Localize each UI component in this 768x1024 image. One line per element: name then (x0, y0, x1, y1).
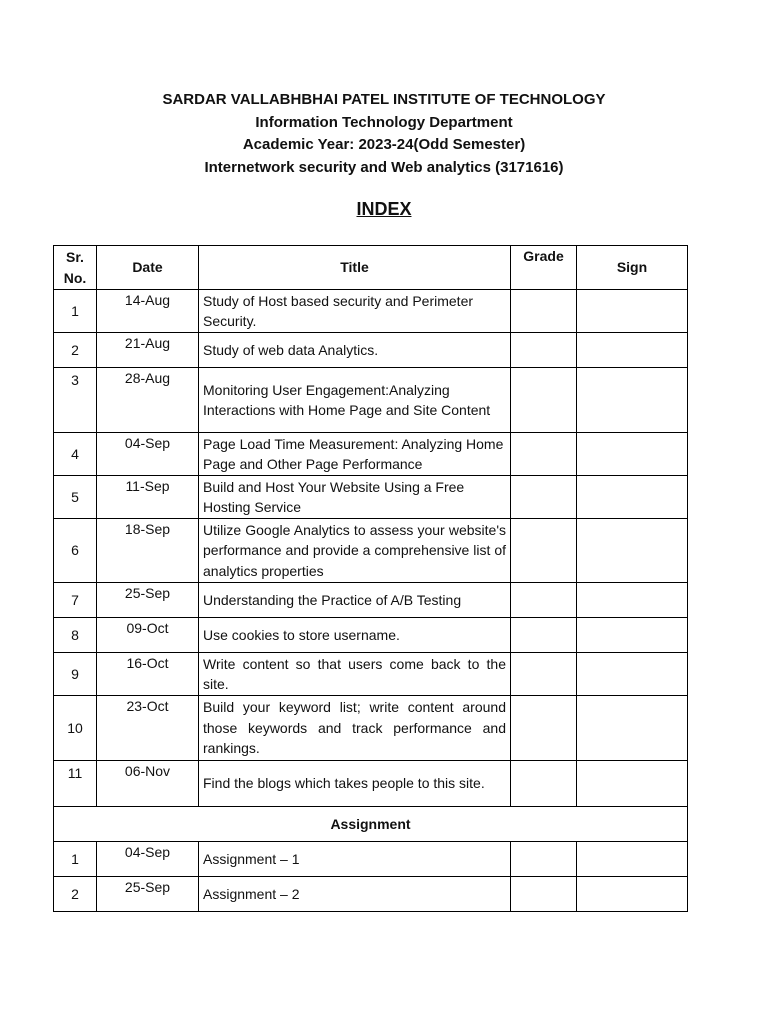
row-sign-cell (577, 583, 688, 618)
assignment-title: Assignment – 1 (199, 842, 511, 877)
row-title: Write content so that users come back to the site. (199, 653, 511, 696)
row-title: Use cookies to store username. (199, 618, 511, 653)
row-sign-cell (577, 290, 688, 333)
row-sign-cell (577, 433, 688, 476)
row-title: Build and Host Your Website Using a Free Hosting Service (199, 476, 511, 519)
table-row (54, 653, 688, 696)
row-grade-cell (511, 290, 577, 333)
row-sign-cell (577, 519, 688, 583)
row-grade-cell (511, 618, 577, 653)
row-sign-cell (577, 761, 688, 807)
row-sign-cell (577, 618, 688, 653)
row-date: 16-Oct (97, 653, 199, 696)
row-sr: 2 (54, 333, 97, 368)
institute-name: SARDAR VALLABHBHAI PATEL INSTITUTE OF TECHNOLOGY (162, 91, 606, 108)
row-title: Study of Host based security and Perimeter Security. (199, 290, 511, 333)
row-sign-cell (577, 476, 688, 519)
row-sr: 8 (54, 618, 97, 653)
index-table (53, 245, 688, 912)
row-sign-cell (577, 842, 688, 877)
row-title: Monitoring User Engagement:Analyzing Interactions with Home Page and Site Content (199, 368, 511, 433)
row-title: Utilize Google Analytics to assess your website's performance and provide a comprehensive list of analytics properties (199, 519, 511, 583)
row-title: Build your keyword list; write content around those keywords and track performance and rankings. (199, 696, 511, 761)
row-grade-cell (511, 653, 577, 696)
table-row (54, 433, 688, 476)
row-sr: 5 (54, 476, 97, 519)
assignment-sr: 1 (54, 842, 97, 877)
table-row (54, 519, 688, 583)
row-grade-cell (511, 877, 577, 912)
row-title: Find the blogs which takes people to this site. (199, 761, 511, 807)
row-sr: 10 (54, 696, 97, 761)
row-date: 25-Sep (97, 583, 199, 618)
row-date: 21-Aug (97, 333, 199, 368)
row-sign-cell (577, 696, 688, 761)
row-date: 23-Oct (97, 696, 199, 761)
table-row (54, 476, 688, 519)
row-sr: 3 (54, 368, 97, 433)
table-header-row (54, 246, 688, 290)
row-sr: 6 (54, 519, 97, 583)
row-grade-cell (511, 583, 577, 618)
row-sr: 1 (54, 290, 97, 333)
row-grade-cell (511, 433, 577, 476)
row-date: 04-Sep (97, 433, 199, 476)
header-sr-no: Sr. No. (54, 246, 97, 290)
row-date: 14-Aug (97, 290, 199, 333)
table-row (54, 761, 688, 807)
row-date: 09-Oct (97, 618, 199, 653)
table-row (54, 618, 688, 653)
row-date: 28-Aug (97, 368, 199, 433)
row-grade-cell (511, 368, 577, 433)
header-sign: Sign (577, 246, 688, 290)
row-sign-cell (577, 368, 688, 433)
header-title: Title (199, 246, 511, 290)
row-grade-cell (511, 696, 577, 761)
row-sign-cell (577, 653, 688, 696)
department-name: Information Technology Department (255, 113, 513, 131)
assignment-date: 04-Sep (97, 842, 199, 877)
row-date: 06-Nov (97, 761, 199, 807)
row-sr: 7 (54, 583, 97, 618)
table-row (54, 583, 688, 618)
header-date: Date (97, 246, 199, 290)
assignment-title: Assignment – 2 (199, 877, 511, 912)
table-row (54, 696, 688, 761)
row-sr: 11 (54, 761, 97, 807)
row-sr: 4 (54, 433, 97, 476)
row-sign-cell (577, 333, 688, 368)
table-row (54, 368, 688, 433)
table-row (54, 290, 688, 333)
row-title: Understanding the Practice of A/B Testing (199, 583, 511, 618)
index-title: INDEX (356, 199, 412, 219)
header-grade: Grade (511, 246, 577, 290)
assignment-section-label: Assignment (54, 807, 688, 842)
academic-year: Academic Year: 2023-24(Odd Semester) (242, 136, 526, 153)
row-grade-cell (511, 333, 577, 368)
row-grade-cell (511, 761, 577, 807)
assignment-header-row (54, 807, 688, 842)
row-date: 11-Sep (97, 476, 199, 519)
assignment-row (54, 842, 688, 877)
table-row (54, 333, 688, 368)
row-sign-cell (577, 877, 688, 912)
row-title: Study of web data Analytics. (199, 333, 511, 368)
row-title: Page Load Time Measurement: Analyzing Home Page and Other Page Performance (199, 433, 511, 476)
assignment-row (54, 877, 688, 912)
subject-name: Internetwork security and Web analytics (3171616) (204, 158, 564, 176)
row-grade-cell (511, 842, 577, 877)
row-grade-cell (511, 476, 577, 519)
assignment-sr: 2 (54, 877, 97, 912)
row-date: 18-Sep (97, 519, 199, 583)
row-grade-cell (511, 519, 577, 583)
document-header (0, 89, 768, 179)
assignment-date: 25-Sep (97, 877, 199, 912)
row-sr: 9 (54, 653, 97, 696)
